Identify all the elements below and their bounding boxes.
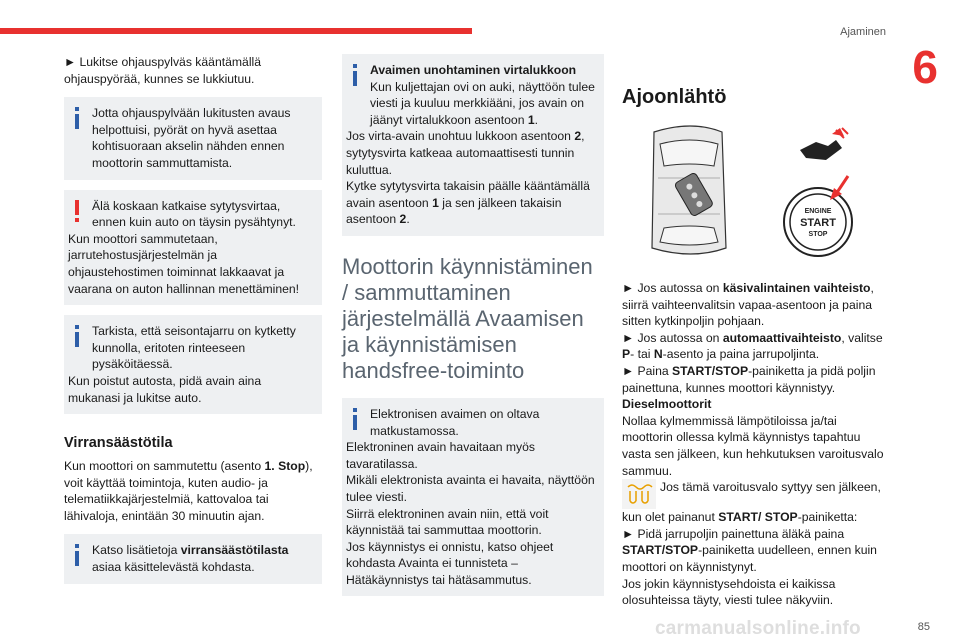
ekey-text-5: Jos käynnistys ei onnistu, katso ohjeet kohdasta Avainta ei tunnisteta – Hätäkäynnistys tai hätäsammutus. <box>346 539 554 587</box>
engine-start-stop-button-icon <box>784 188 852 256</box>
info-box-key-forgotten <box>342 54 604 236</box>
step-automatic-gearbox: ► Jos autossa on automaattivaihteisto, valitse P- tai N-asento ja paina jarrupoljinta. <box>622 330 883 362</box>
key-text-1: Kun kuljettajan ovi on auki, näyttöön tulee viesti ja kuuluu merkkiääni, jos avain on jäänyt virtalukkoon asentoon 1. <box>370 79 595 127</box>
info-icon <box>348 408 362 430</box>
info-text: Katso lisätietoja virransäästötilasta asiaa käsittelevästä kohdasta. <box>92 543 289 575</box>
info-text-2: Kun poistut autosta, pidä avain aina mukanasi ja lukitse auto. <box>68 373 262 405</box>
start-conditions-text: Jos jokin käynnistysehdoista ei kaikissa olosuhteissa täyty, viesti tulee näkyviin. <box>622 576 836 608</box>
info-text: Jotta ohjauspylvään lukitusten avaus helpottuisi, pyörät on hyvä asettaa kohtisuoraan akselin nähden ennen moottorin sammuttamista. <box>92 106 291 170</box>
intro-step: ► Lukitse ohjauspylväs kääntämällä ohjauspyörää, kunnes se lukkiutuu. <box>64 55 262 86</box>
info-box-electronic-key <box>342 398 604 597</box>
page-number: 85 <box>917 621 930 634</box>
info-icon <box>70 544 84 566</box>
warning-text-2: Kun moottori sammutetaan, jarrutehostusjärjestelmän ja ohjaustehostimen toiminnat lakkaavat ja vaarana on auton hallinnan menettäminen! <box>68 231 300 296</box>
step-manual-gearbox: ► Jos autossa on käsivalintainen vaihteisto, siirrä vaihteenvalitsin vapaa-asentoon ja paina sitten kytkinpoljin pohjaan. <box>622 281 874 329</box>
box-title: Avaimen unohtaminen virtalukkoon <box>370 63 577 77</box>
diesel-text: Nollaa kylmemmissä lämpötiloissa ja/tai moottorin ollessa kylmä käynnistys tapahtuu vasta sen jälkeen, kun hehkutuksen varoitusvalo sammuu. <box>622 413 884 478</box>
ekey-text-4: Siirrä elektroninen avain niin, että voit käynnistää tai sammuttaa moottorin. <box>346 506 549 538</box>
info-icon <box>70 107 84 129</box>
energy-saving-paragraph: Kun moottori on sammutettu (asento 1. Stop), voit käyttää toimintoja, kuten audio- ja telematiikkajärjestelmiä, kattovaloa tai lähivaloja, enintään 30 minuutin ajan. <box>64 459 313 523</box>
key-text-2: Jos virta-avain unohtuu lukkoon asentoon 2, sytytysvirta katkeaa automaattisesti tunnin kuluttua. <box>346 129 585 177</box>
ekey-text-2: Elektroninen avain havaitaan myös tavaratilassa. <box>346 440 536 471</box>
chapter-number: 6 <box>912 41 938 93</box>
info-box-steering <box>64 97 322 179</box>
column-2 <box>342 54 604 606</box>
warning-icon <box>70 200 84 222</box>
start-illustration <box>622 118 884 268</box>
chapter-accent-bar <box>0 28 472 34</box>
section-heading-starting: Ajoonlähtö <box>622 86 727 108</box>
info-box-parking-brake <box>64 315 322 414</box>
glow-plug-warning: Jos tämä varoitusvalo syttyy sen jälkeen, kun olet painanut START/ STOP-painiketta: <box>622 480 881 525</box>
section-heading-handsfree-start: Moottorin käynnistäminen / sammuttaminen järjestelmällä Avaamisen ja käynnistämisen handsfree-toiminto <box>342 253 593 383</box>
warning-box-ignition <box>64 190 322 306</box>
car-key-illustration <box>622 118 884 268</box>
info-icon <box>70 325 84 347</box>
step-press-start: ► Paina START/STOP-painiketta ja pidä poljin painettuna, kunnes moottori käynnistyy. <box>622 363 876 395</box>
chapter-title: Ajaminen <box>840 26 886 38</box>
ekey-text-3: Mikäli elektronista avainta ei havaita, näyttöön tulee viesti. <box>346 473 595 504</box>
button-label-engine: ENGINE <box>804 208 832 215</box>
button-label-start: START <box>800 217 836 229</box>
info-text-1: Tarkista, että seisontajarru on kytketty kunnolla, eritoten rinteeseen pysäköitäessä. <box>92 324 296 372</box>
info-icon <box>348 64 362 86</box>
button-label-stop: STOP <box>808 231 828 238</box>
step-keep-brake: ► Pidä jarrupoljin painettuna äläkä paina START/STOP-painiketta uudelleen, ennen kuin moottori on käynnistynyt. <box>622 526 877 574</box>
section-heading-energy-saving: Virransäästötila <box>64 435 173 452</box>
diesel-heading: Dieselmoottorit <box>622 397 712 412</box>
hand-press-icon <box>800 128 848 160</box>
watermark: carmanualsonline.info <box>655 618 861 640</box>
info-box-energy-saving <box>64 534 322 583</box>
ekey-text-1: Elektronisen avaimen on oltava matkustamossa. <box>370 406 540 438</box>
column-1 <box>64 54 322 594</box>
column-3 <box>622 54 884 609</box>
glow-plug-warning-icon <box>622 479 656 509</box>
key-text-3: Kytke sytytysvirta takaisin päälle kääntämällä avain asentoon 1 ja sen jälkeen takaisin asentoon 2. <box>346 179 590 227</box>
warning-text-1: Älä koskaan katkaise sytytysvirtaa, ennen kuin auto on täysin pysähtynyt. <box>92 198 296 230</box>
